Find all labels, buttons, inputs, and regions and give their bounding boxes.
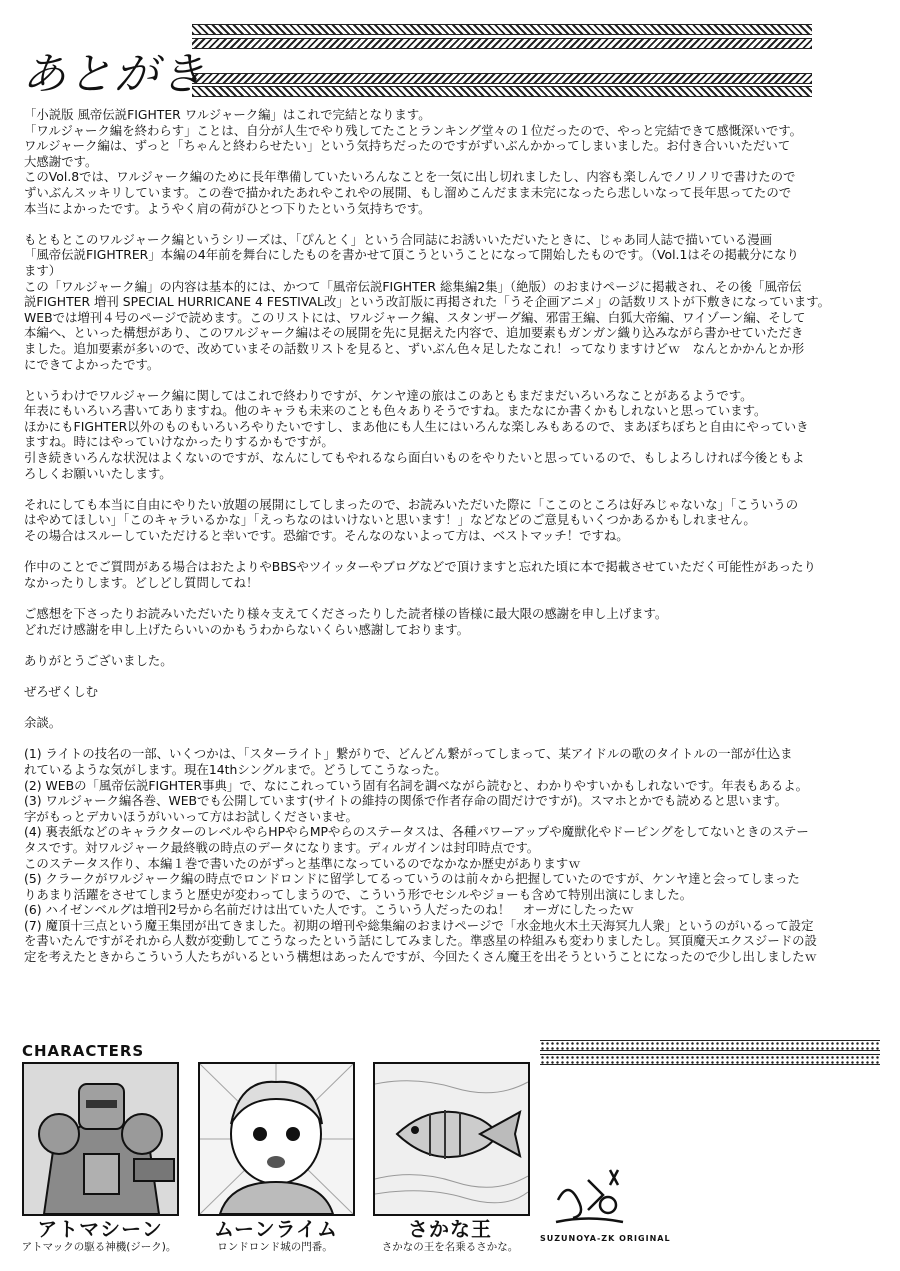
character-name: さかな王: [408, 1217, 492, 1241]
decorative-band-top-2: [192, 38, 812, 49]
characters-heading: CHARACTERS: [22, 1042, 145, 1060]
girl-illustration: [200, 1064, 353, 1214]
side-notes: (1) ライトの技名の一部、いくつかは、「スターライト」繋がりで、どんどん繋がってしまって、某アイドルの歌のタイトルの一部が仕込ま れているような気がします。現在14thシングルまで。どうしてこうなった。 (2) WEBの「風帝伝説FIGHTER事典」で、なにこれっていう固有名詞を調べながら読むと、わかりやすいかもしれないです。年表もあるよ。 (3) ワルジャーク編各巻、WEBでも公開しています(サイトの維持の関係で作者存命の間だけですが)。スマホとかでも読めると思います。 字がもっとデカいほうがいいって方はお試しくださいませ。 (4) 裏表紙などのキャラクターのレベルやらHPやらMPやらのステータスは、各種パワーアップや魔獣化やドーピングをしてないときのステー タスです。対ワルジャーク最終戦の時点のデータになります。ディルガインは封印時点です。 このステータス作り、本編１巻で書いたのがずっと基準になっているのでなかなか歴史がありますｗ (5) クラークがワルジャーク編の時点でロンドロンドに留学してるっていうのは前々から把握していたのですが、ケンヤ達と会ってしまった りあまり活躍をさせてしまうと歴史が変わってしまうので、こういう形でセシルやジョーも含めて特別出演にしました。 (6) ハイゼンベルグは増刊2号から名前だけは出ていた人です。こういう人だったのね！ オーガにしたったｗ (7) 魔頂十三点という魔王集団が出てきました。初期の増刊や総集編のおまけページで「水金地火木土天海冥九人衆」というのがいるって設定 を書いたんですがそれから人数が変動してこうなったという話にしてみました。準惑星の枠組みも変わりましたし。冥頂魔天エクスジードの設 定を考えたときからこういう人たちがいるという構想はあったんですが、今回たくさん魔王を出そうということになったので少し出しましたｗ: [24, 746, 817, 965]
logo-text: SUZUNOYA-ZK ORIGINAL: [540, 1234, 671, 1243]
character-portrait-atomachine: [22, 1062, 179, 1216]
paragraph: ありがとうございました。: [24, 652, 173, 668]
decorative-band-characters: [540, 1040, 880, 1051]
page-title: あとがき: [22, 49, 206, 100]
paragraph: というわけでワルジャーク編に関してはこれで終わりですが、ケンヤ達の旅はこのあともまだまだいろいろなことがあるようです。 年表にもいろいろ書いてありますね。他のキャラも未来のことも色々ありそうですね。またなにか書くかもしれないと思っています。 ほかにもFIGHTER以外のものもいろいろやりたいですし、まあ他にも人生にはいろんな楽しみもあるので、まあぼちぼちと自由にやっていき ますね。時にはやっていけなかったりするかもですが。 引き続きいろんな状況はよくないのですが、なんにしてもやれるなら面白いものをやりたいと思っているので、もしよろしければ今後ともよ ろしくお願いいたします。: [24, 387, 809, 481]
decorative-band-characters-2: [540, 1054, 880, 1065]
decorative-band-bottom: [192, 73, 812, 84]
decorative-band-top: [192, 24, 812, 35]
character-portrait-moonlime: [198, 1062, 355, 1216]
paragraph: 余談。: [24, 715, 62, 731]
decorative-band-bottom-2: [192, 86, 812, 97]
paragraph: ぜろぜくしむ: [24, 683, 98, 699]
signature-logo: [548, 1160, 630, 1230]
robot-illustration: [24, 1064, 177, 1214]
fish-illustration: [375, 1064, 528, 1214]
character-name: ムーンライム: [214, 1217, 338, 1241]
afterword-body: [24, 107, 884, 965]
paragraph: 作中のことでご質問がある場合はおたよりやBBSやツイッターやブログなどで頂けますと忘れた頃に本で掲載させていただく可能性があったり なかったりします。どしどし質問してね！: [24, 559, 816, 590]
character-portrait-sakana-king: [373, 1062, 530, 1216]
paragraph: 「小説版 風帝伝説FIGHTER ワルジャーク編」はこれで完結となります。 「ワルジャーク編を終わらす」ことは、自分が人生でやり残してたことランキング堂々の１位だったので、やっと完結できて感慨深いです。 ワルジャーク編は、ずっと「ちゃんと終わらせたい」という気持ちだったのですがずいぶんかかってしまいました。お付き合いいただいて 大感謝です。 このVol.8では、ワルジャーク編のために長年準備していたいろんなことを一気に出し切れましたし、内容も楽しんでノリノリで書けたので ずいぶんスッキリしています。この巻で描かれたあれやこれやの展開、もし溜めこんだまま未完になったら悲しいなって長年思ってたので 本当によかったです。ようやく肩の荷がひとつ下りたという気持ちです。: [24, 107, 803, 216]
paragraph: もともとこのワルジャーク編というシリーズは、「ぴんとく」という合同誌にお誘いいただいたときに、じゃあ同人誌で描いている漫画 「風帝伝説FIGHTRER」本編の4年前を舞台にしたものを書かせて頂こうということになって開始したものです。（Vol.1はその掲載分になり ます） この「ワルジャーク編」の内容は基本的には、かつて「風帝伝説FIGHTER 総集編2集」（絶版）のおまけページに掲載され、その後「風帝伝 説FIGHTER 増刊 SPECIAL HURRICANE 4 FESTIVAL改」という改訂版に再掲された「うそ企画アニメ」の話数リストが下敷きになっています。 WEBでは増刊４号のページで読めます。このリストには、ワルジャーク編、スタンザーグ編、邪雷王編、白狐大帝編、ワイゾーン編、そして 本編へ、といった構想があり、このワルジャーク編はその展開を先に見据えた内容で、追加要素もガンガン織り込みながら書かせていただき ました。追加要素が多いので、改めていまその話数リストを見ると、ずいぶん色々足したなこれ！ってなりますけどｗ なんとかかんとか形 にできてよかったです。: [24, 231, 831, 372]
character-description: ロンドロンド城の門番。: [217, 1241, 333, 1253]
paragraph: ご感想を下さったりお読みいただいたり様々支えてくださったりした読者様の皆様に最大限の感謝を申し上げます。 どれだけ感謝を申し上げたらいいのかもうわからないくらい感謝しております。: [24, 606, 668, 637]
character-name: アトマシーン: [37, 1217, 163, 1241]
paragraph: それにしても本当に自由にやりたい放題の展開にしてしまったので、お読みいただいた際に「ここのところは好みじゃないな」「こういうの はやめてほしい」「このキャラいるかな」「えっちなのはいけないと思います！」などなどのご意見もいくつかあるかもしれません。 その場合はスルーしていただけると幸いです。恐縮です。そんなのないよって方は、ベストマッチ！ですね。: [24, 496, 799, 544]
header: [0, 0, 900, 100]
character-description: アトマックの駆る神機(ジーク)。: [21, 1241, 177, 1253]
character-description: さかなの王を名乗るさかな。: [381, 1241, 519, 1253]
